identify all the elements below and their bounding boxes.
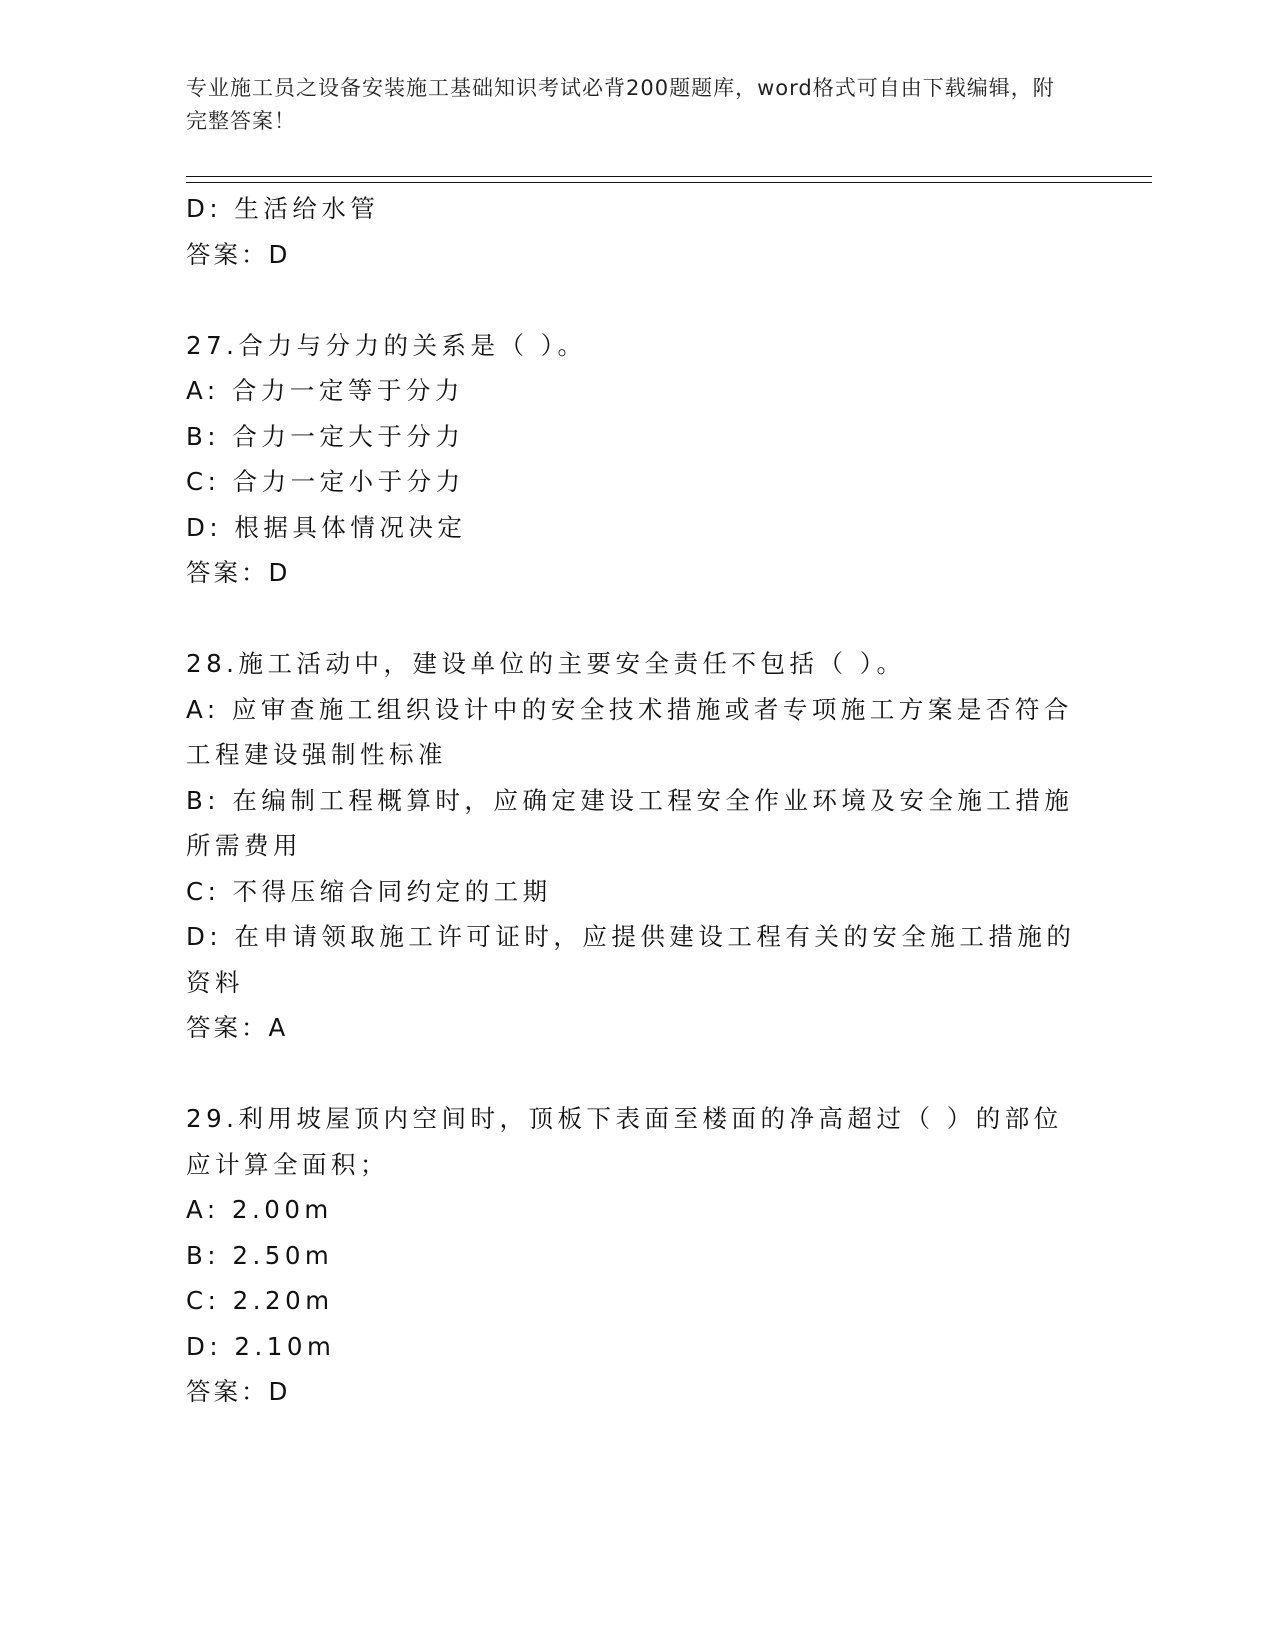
answer: 答案：D [186, 558, 291, 587]
question-stem: 29.利用坡屋顶内空间时，顶板下表面至楼面的净高超过（ ）的部位应计算全面积； [186, 1104, 1063, 1179]
option-d: D: 在申请领取施工许可证时，应提供建设工程有关的安全施工措施的资料 [186, 922, 1076, 997]
question-stem: 28.施工活动中，建设单位的主要安全责任不包括（ ）。 [186, 649, 906, 678]
question-28 [186, 641, 1086, 1051]
header-divider-bottom [186, 182, 1152, 183]
question-27 [186, 323, 1086, 596]
carryover-answer: 答案：D [186, 239, 291, 269]
spacer [186, 596, 1086, 642]
option-d: D: 2.10m [186, 1331, 336, 1361]
option-a: A: 应审查施工组织设计中的安全技术措施或者专项施工方案是否符合工程建设强制性标准 [186, 694, 1073, 769]
option-c: C: 不得压缩合同约定的工期 [186, 876, 552, 906]
spacer [186, 277, 1086, 323]
option-a: A: 2.00m [186, 1195, 333, 1224]
option-d: D: 根据具体情况决定 [186, 512, 467, 542]
option-b: B: 合力一定大于分力 [186, 421, 465, 451]
spacer [186, 1051, 1086, 1097]
document-header: 专业施工员之设备安装施工基础知识考试必背200题题库，word格式可自由下载编辑，附完整答案！ [186, 76, 1055, 133]
option-a: A: 合力一定等于分力 [186, 376, 464, 405]
answer: 答案：D [186, 1377, 291, 1406]
option-c: C: 合力一定小于分力 [186, 467, 465, 496]
question-stem: 27.合力与分力的关系是（ ）。 [186, 330, 587, 360]
carryover-option-d: D: 生活给水管 [186, 194, 380, 223]
option-c: C: 2.20m [186, 1286, 334, 1315]
answer: 答案：A [186, 1013, 289, 1042]
question-29 [186, 1096, 1086, 1415]
option-b: B: 2.50m [186, 1240, 334, 1270]
header-divider-top [186, 176, 1152, 177]
option-b: B: 在编制工程概算时，应确定建设工程安全作业环境及安全施工措施所需费用 [186, 785, 1074, 860]
question-content [186, 186, 1086, 1415]
